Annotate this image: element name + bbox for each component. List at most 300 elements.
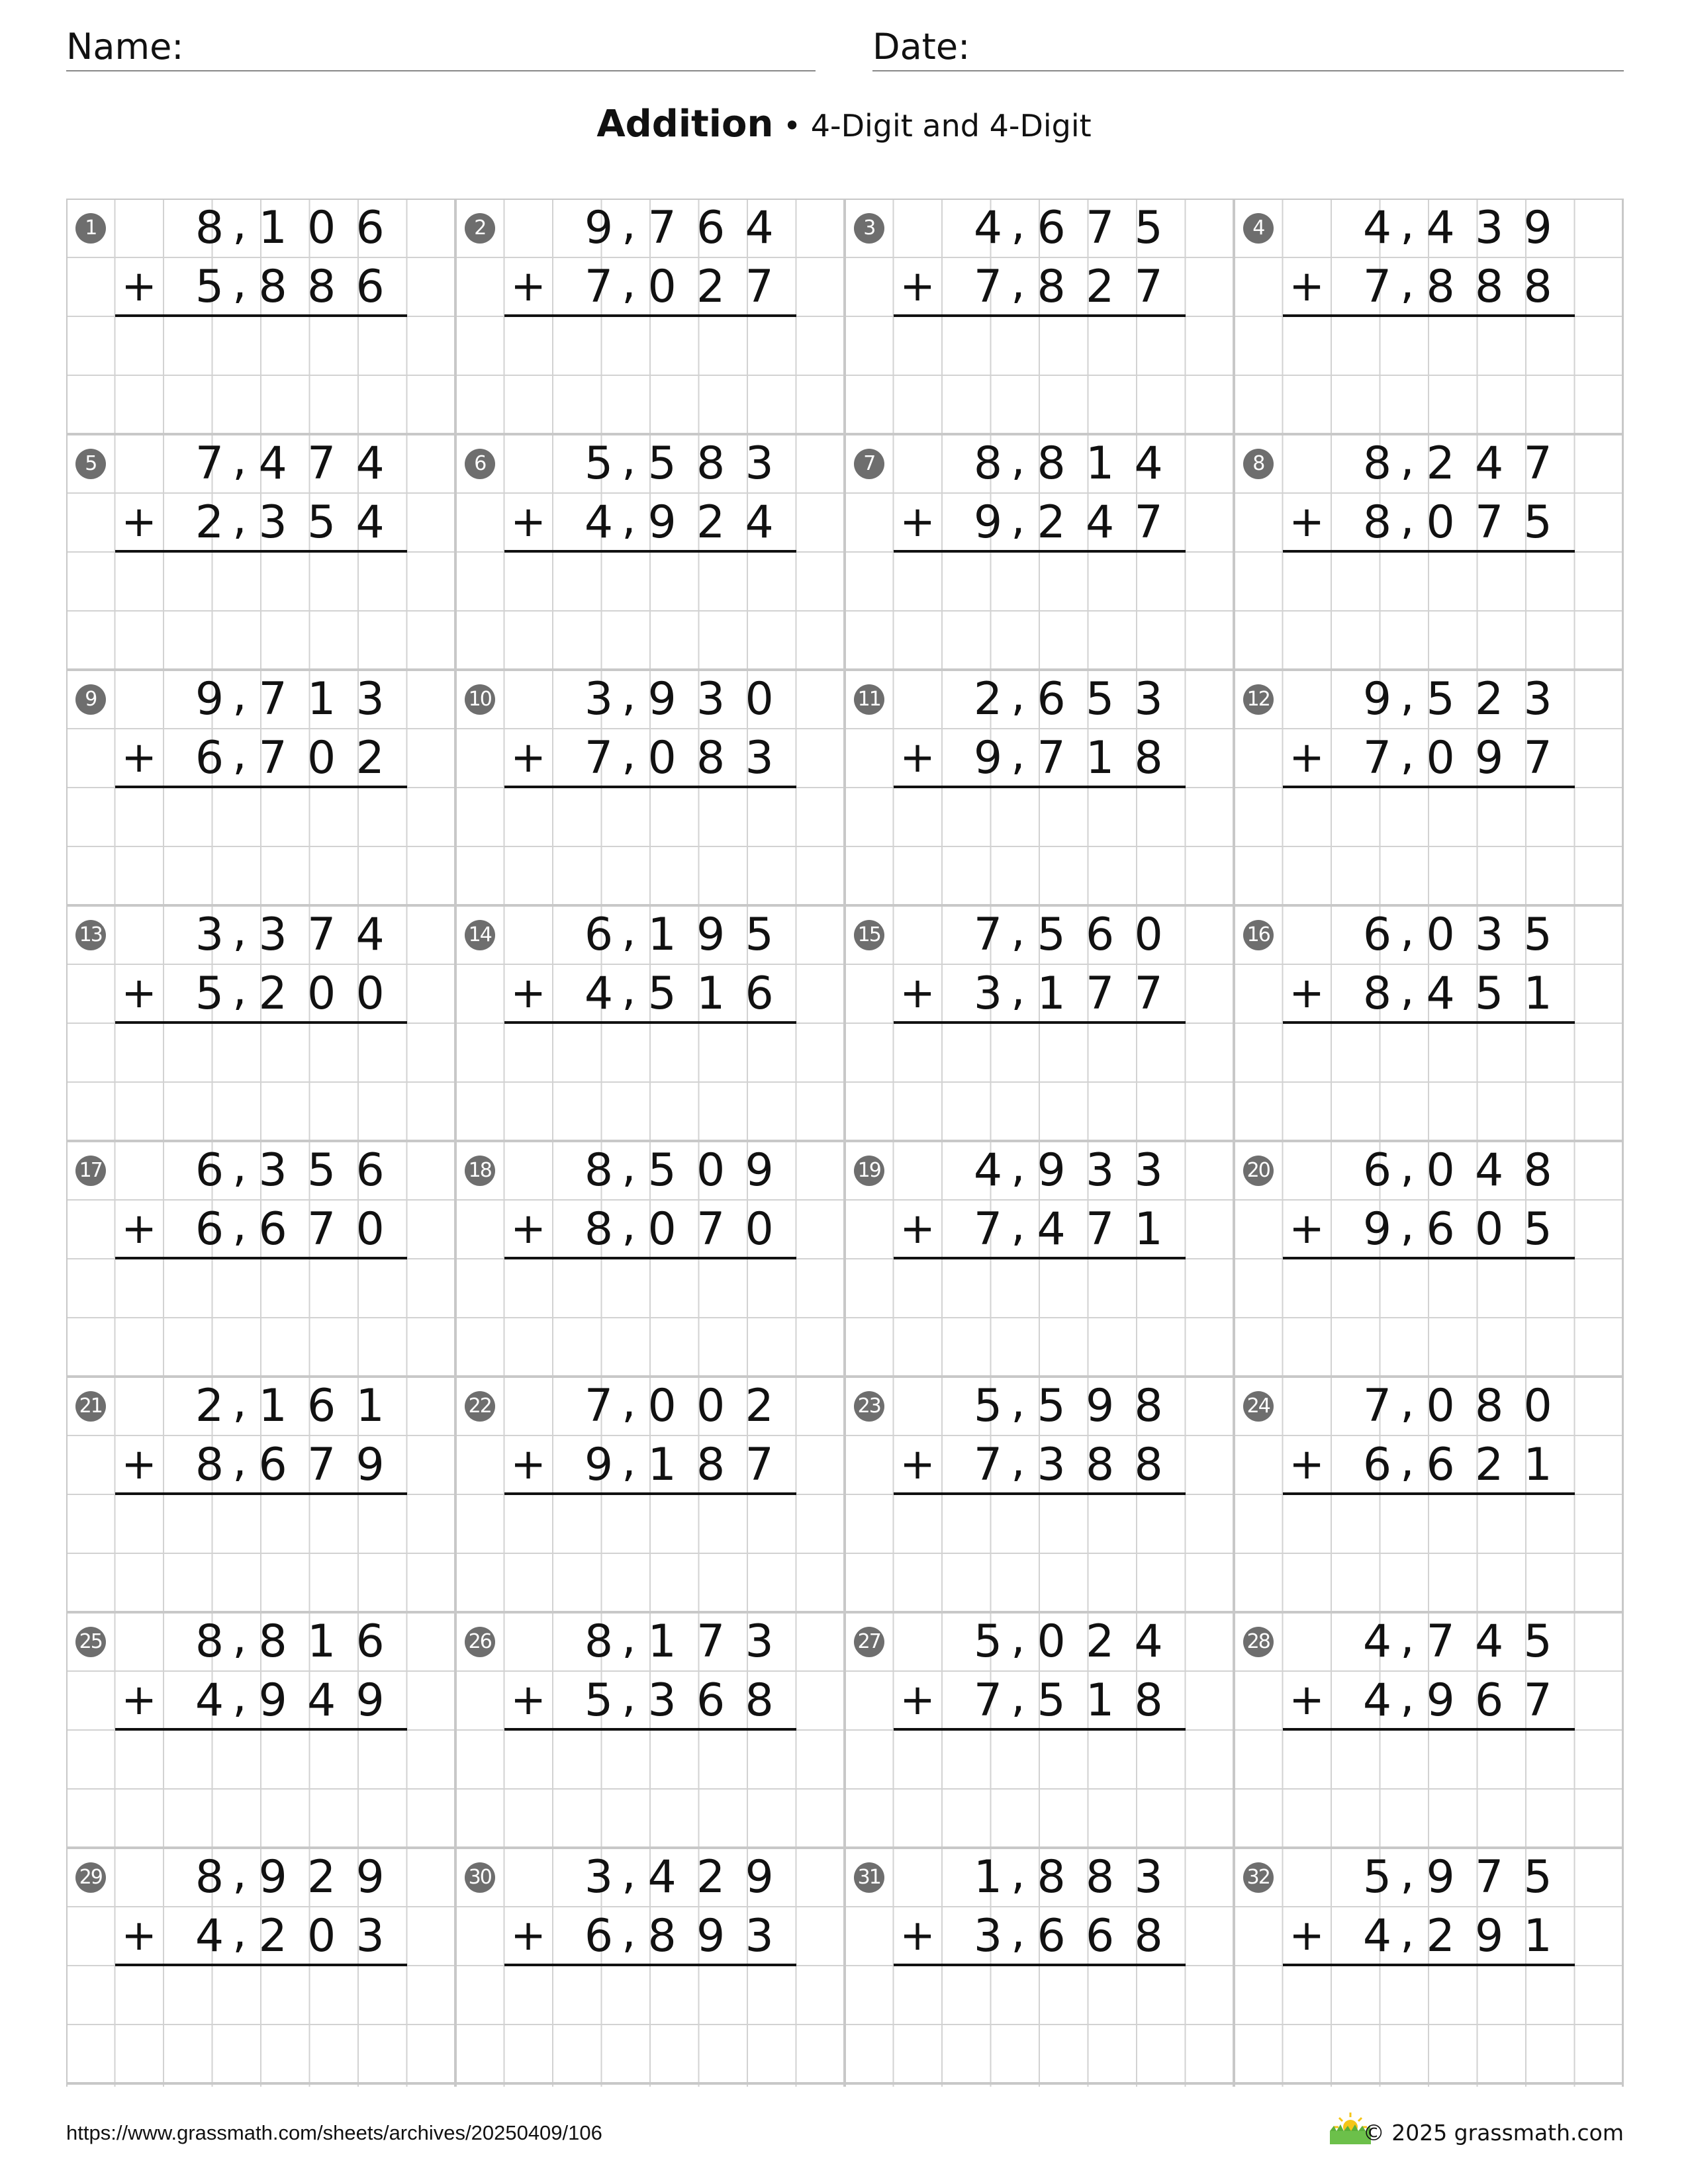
answer-area[interactable] <box>115 1259 407 1377</box>
addend-top-digit: 3 <box>258 909 287 961</box>
addend-top-digit: 3 <box>355 673 385 725</box>
addend-bottom-digit: 0 <box>1426 496 1455 549</box>
addend-top-digit: 5 <box>973 1380 1003 1432</box>
addend-top-comma: , <box>622 1376 636 1428</box>
addend-top-digit: 0 <box>306 202 336 254</box>
addend-top-digit: 0 <box>1134 909 1163 961</box>
addend-top-comma: , <box>1011 669 1025 721</box>
addend-top-digit: 9 <box>1362 673 1392 725</box>
addend-top-digit: 2 <box>973 673 1003 725</box>
answer-area[interactable] <box>894 1966 1186 2083</box>
plus-sign: + <box>1289 1205 1325 1253</box>
addend-bottom-digit: 6 <box>1426 1439 1455 1491</box>
problem-number-badge: 27 <box>854 1627 884 1657</box>
plus-sign: + <box>900 498 935 547</box>
problem-number-badge: 15 <box>854 920 884 950</box>
plus-sign: + <box>121 1440 157 1489</box>
addend-bottom-digit: 7 <box>1134 968 1163 1020</box>
addend-top-digit: 9 <box>745 1144 774 1197</box>
answer-area[interactable] <box>894 552 1186 670</box>
addend-top-digit: 9 <box>258 1851 287 1903</box>
addend-bottom-digit: 7 <box>584 732 614 784</box>
addend-top-comma: , <box>1400 905 1415 957</box>
plus-sign: + <box>1289 262 1325 311</box>
addend-bottom-comma: , <box>232 1670 247 1723</box>
plus-sign: + <box>900 262 935 311</box>
addend-top-comma: , <box>1011 1376 1025 1428</box>
addend-top-digit: 1 <box>306 673 336 725</box>
plus-sign: + <box>510 733 546 782</box>
addend-top-digit: 9 <box>745 1851 774 1903</box>
addend-top-comma: , <box>232 1847 247 1899</box>
addend-bottom-digit: 3 <box>1037 1439 1066 1491</box>
plus-sign: + <box>1289 969 1325 1018</box>
addend-bottom-digit: 8 <box>745 1674 774 1727</box>
addend-top-comma: , <box>622 198 636 250</box>
addend-bottom-comma: , <box>232 1435 247 1487</box>
addend-bottom-comma: , <box>1400 1906 1415 1958</box>
addend-bottom-comma: , <box>622 1670 636 1723</box>
addend-bottom-comma: , <box>1011 1670 1025 1723</box>
answer-area[interactable] <box>1283 1259 1575 1377</box>
addend-bottom-comma: , <box>1011 728 1025 780</box>
addend-bottom-digit: 8 <box>306 261 336 313</box>
addend-top-digit: 9 <box>647 673 677 725</box>
addend-bottom-digit: 4 <box>1362 1674 1392 1727</box>
addend-bottom-digit: 7 <box>973 1439 1003 1491</box>
addend-bottom-digit: 7 <box>745 1439 774 1491</box>
addend-bottom-digit: 7 <box>973 261 1003 313</box>
addend-bottom-digit: 9 <box>355 1439 385 1491</box>
plus-sign: + <box>1289 498 1325 547</box>
addend-bottom-digit: 0 <box>1474 1203 1504 1255</box>
answer-area[interactable] <box>894 788 1186 905</box>
addend-bottom-digit: 4 <box>1426 968 1455 1020</box>
problem-number-badge: 10 <box>465 684 495 715</box>
footer-url: https://www.grassmath.com/sheets/archives/20250409/106 <box>66 2121 602 2144</box>
addend-bottom-digit: 2 <box>355 732 385 784</box>
addend-top-comma: , <box>232 905 247 957</box>
addend-bottom-digit: 7 <box>306 1203 336 1255</box>
addend-bottom-digit: 5 <box>195 968 224 1020</box>
answer-area[interactable] <box>894 1259 1186 1377</box>
addend-bottom-digit: 9 <box>355 1674 385 1727</box>
addend-top-digit: 0 <box>647 1380 677 1432</box>
addend-top-digit: 2 <box>1474 673 1504 725</box>
addend-bottom-digit: 8 <box>1134 1910 1163 1962</box>
addend-top-digit: 7 <box>1362 1380 1392 1432</box>
addend-top-digit: 6 <box>355 1615 385 1668</box>
problem-number-badge: 9 <box>75 684 106 715</box>
addend-top-digit: 4 <box>647 1851 677 1903</box>
addend-top-digit: 2 <box>745 1380 774 1432</box>
addend-top-digit: 2 <box>195 1380 224 1432</box>
problem-number-badge: 3 <box>854 213 884 244</box>
addend-bottom-digit: 8 <box>1085 1439 1115 1491</box>
problem-number-badge: 29 <box>75 1862 106 1893</box>
plus-sign: + <box>1289 1911 1325 1960</box>
answer-area[interactable] <box>115 788 407 905</box>
addend-top-digit: 6 <box>1085 909 1115 961</box>
addend-top-digit: 3 <box>1085 1144 1115 1197</box>
addend-top-digit: 6 <box>195 1144 224 1197</box>
plus-sign: + <box>900 1676 935 1725</box>
addend-top-digit: 3 <box>258 1144 287 1197</box>
addend-bottom-digit: 8 <box>195 1439 224 1491</box>
plus-sign: + <box>1289 733 1325 782</box>
answer-area[interactable] <box>1283 1966 1575 2083</box>
addend-top-digit: 8 <box>195 1615 224 1668</box>
addend-bottom-digit: 1 <box>647 1439 677 1491</box>
answer-area[interactable] <box>504 1494 796 1612</box>
problem-number-badge: 6 <box>465 449 495 479</box>
plus-sign: + <box>510 262 546 311</box>
addend-bottom-comma: , <box>622 964 636 1016</box>
addend-top-digit: 1 <box>258 1380 287 1432</box>
addend-top-digit: 8 <box>696 437 726 490</box>
addend-bottom-digit: 6 <box>1474 1674 1504 1727</box>
answer-area[interactable] <box>504 1023 796 1141</box>
problem-number-badge: 25 <box>75 1627 106 1657</box>
name-field[interactable] <box>66 26 816 71</box>
addend-top-digit: 1 <box>647 909 677 961</box>
addend-bottom-digit: 6 <box>1085 1910 1115 1962</box>
addend-bottom-digit: 6 <box>258 1203 287 1255</box>
addend-top-comma: , <box>622 669 636 721</box>
addend-top-digit: 3 <box>745 1615 774 1668</box>
addend-bottom-digit: 8 <box>1037 261 1066 313</box>
addend-top-comma: , <box>1011 433 1025 486</box>
addend-top-digit: 4 <box>1134 437 1163 490</box>
answer-area[interactable] <box>504 552 796 670</box>
addend-top-comma: , <box>622 1612 636 1664</box>
addend-top-digit: 5 <box>1426 673 1455 725</box>
addend-bottom-digit: 1 <box>1523 1439 1552 1491</box>
plus-sign: + <box>121 1911 157 1960</box>
addend-top-digit: 1 <box>258 202 287 254</box>
addend-bottom-digit: 9 <box>973 496 1003 549</box>
addend-top-digit: 3 <box>1474 202 1504 254</box>
date-field[interactable] <box>872 26 1624 71</box>
addend-top-comma: , <box>622 1140 636 1193</box>
addend-top-digit: 3 <box>584 673 614 725</box>
addend-top-digit: 7 <box>647 202 677 254</box>
addend-bottom-comma: , <box>622 1435 636 1487</box>
addend-top-digit: 9 <box>696 909 726 961</box>
addend-top-comma: , <box>1400 1376 1415 1428</box>
addend-top-digit: 5 <box>1523 1851 1552 1903</box>
addend-bottom-digit: 2 <box>195 496 224 549</box>
addend-bottom-digit: 7 <box>1362 732 1392 784</box>
addend-bottom-digit: 7 <box>1037 732 1066 784</box>
addend-bottom-digit: 1 <box>1523 968 1552 1020</box>
plus-sign: + <box>510 969 546 1018</box>
addend-bottom-digit: 6 <box>258 1439 287 1491</box>
addend-bottom-digit: 0 <box>647 261 677 313</box>
addend-top-digit: 7 <box>306 437 336 490</box>
addend-bottom-digit: 7 <box>973 1203 1003 1255</box>
addend-top-digit: 3 <box>696 673 726 725</box>
addend-bottom-digit: 8 <box>1362 968 1392 1020</box>
addend-bottom-digit: 6 <box>1037 1910 1066 1962</box>
plus-sign: + <box>900 969 935 1018</box>
plus-sign: + <box>900 1440 935 1489</box>
addend-bottom-digit: 1 <box>1085 732 1115 784</box>
addend-top-digit: 9 <box>195 673 224 725</box>
addend-bottom-comma: , <box>1400 1199 1415 1251</box>
addend-bottom-digit: 8 <box>1426 261 1455 313</box>
answer-area[interactable] <box>894 1494 1186 1612</box>
answer-area[interactable] <box>894 1023 1186 1141</box>
addend-top-digit: 8 <box>1474 1380 1504 1432</box>
problem-number-badge: 8 <box>1243 449 1274 479</box>
addend-bottom-digit: 7 <box>973 1674 1003 1727</box>
addend-top-digit: 8 <box>973 437 1003 490</box>
addend-bottom-digit: 0 <box>306 968 336 1020</box>
answer-area[interactable] <box>115 316 407 434</box>
addend-bottom-comma: , <box>232 964 247 1016</box>
answer-area[interactable] <box>1283 1730 1575 1848</box>
plus-sign: + <box>121 969 157 1018</box>
problem-number-badge: 18 <box>465 1156 495 1186</box>
answer-area[interactable] <box>1283 1023 1575 1141</box>
addend-bottom-digit: 0 <box>355 1203 385 1255</box>
addend-bottom-digit: 4 <box>1362 1910 1392 1962</box>
answer-area[interactable] <box>504 316 796 434</box>
addend-bottom-digit: 6 <box>696 1674 726 1727</box>
addend-bottom-comma: , <box>622 728 636 780</box>
addend-top-digit: 0 <box>1426 1380 1455 1432</box>
addend-top-digit: 1 <box>973 1851 1003 1903</box>
plus-sign: + <box>510 498 546 547</box>
addend-top-digit: 6 <box>355 202 385 254</box>
addend-bottom-digit: 3 <box>745 732 774 784</box>
answer-area[interactable] <box>1283 1494 1575 1612</box>
answer-area[interactable] <box>115 1730 407 1848</box>
addend-top-comma: , <box>232 669 247 721</box>
addend-bottom-digit: 5 <box>195 261 224 313</box>
plus-sign: + <box>121 262 157 311</box>
addend-top-digit: 7 <box>1474 1851 1504 1903</box>
addend-top-digit: 6 <box>355 1144 385 1197</box>
addend-bottom-comma: , <box>1400 1435 1415 1487</box>
addend-bottom-comma: , <box>622 1906 636 1958</box>
answer-area[interactable] <box>1283 788 1575 905</box>
plus-sign: + <box>900 733 935 782</box>
addend-top-digit: 0 <box>1523 1380 1552 1432</box>
addend-bottom-digit: 8 <box>1134 732 1163 784</box>
addend-bottom-comma: , <box>1400 964 1415 1016</box>
addend-top-digit: 8 <box>1362 437 1392 490</box>
problem-number-badge: 14 <box>465 920 495 950</box>
addend-bottom-digit: 7 <box>1362 261 1392 313</box>
addend-bottom-digit: 9 <box>647 496 677 549</box>
addend-top-digit: 3 <box>1134 1144 1163 1197</box>
addend-top-comma: , <box>622 905 636 957</box>
addend-bottom-digit: 4 <box>355 496 385 549</box>
addend-top-digit: 5 <box>647 437 677 490</box>
problem-number-badge: 17 <box>75 1156 106 1186</box>
answer-area[interactable] <box>115 1494 407 1612</box>
answer-area[interactable] <box>894 316 1186 434</box>
addend-top-digit: 8 <box>1037 437 1066 490</box>
addend-top-digit: 6 <box>696 202 726 254</box>
plus-sign: + <box>510 1911 546 1960</box>
addend-bottom-digit: 8 <box>696 732 726 784</box>
addend-top-digit: 7 <box>195 437 224 490</box>
addend-bottom-digit: 5 <box>647 968 677 1020</box>
problem-grid <box>66 199 1624 2087</box>
addend-bottom-digit: 0 <box>647 732 677 784</box>
problem-number-badge: 31 <box>854 1862 884 1893</box>
addend-bottom-digit: 2 <box>696 496 726 549</box>
addend-top-digit: 9 <box>1085 1380 1115 1432</box>
addend-bottom-digit: 8 <box>647 1910 677 1962</box>
addend-bottom-digit: 3 <box>647 1674 677 1727</box>
problem-number-badge: 21 <box>75 1391 106 1422</box>
addend-bottom-digit: 3 <box>355 1910 385 1962</box>
addend-top-digit: 5 <box>306 1144 336 1197</box>
addend-top-digit: 8 <box>1523 1144 1552 1197</box>
addend-bottom-digit: 3 <box>258 496 287 549</box>
addend-bottom-digit: 3 <box>973 1910 1003 1962</box>
addend-bottom-digit: 9 <box>1474 1910 1504 1962</box>
addend-bottom-digit: 9 <box>973 732 1003 784</box>
addend-top-digit: 4 <box>355 437 385 490</box>
problem-number-badge: 19 <box>854 1156 884 1186</box>
addend-bottom-digit: 4 <box>584 496 614 549</box>
addend-bottom-digit: 4 <box>1085 496 1115 549</box>
plus-sign: + <box>900 1911 935 1960</box>
addend-bottom-digit: 8 <box>696 1439 726 1491</box>
addend-bottom-digit: 8 <box>584 1203 614 1255</box>
addend-top-digit: 4 <box>1426 202 1455 254</box>
addend-bottom-digit: 0 <box>355 968 385 1020</box>
plus-sign: + <box>510 1676 546 1725</box>
answer-area[interactable] <box>894 1730 1186 1848</box>
addend-bottom-comma: , <box>1011 257 1025 309</box>
addend-bottom-comma: , <box>1011 1199 1025 1251</box>
addend-top-digit: 9 <box>1037 1144 1066 1197</box>
addend-bottom-digit: 6 <box>1426 1203 1455 1255</box>
addend-bottom-digit: 0 <box>745 1203 774 1255</box>
addend-top-digit: 8 <box>1037 1851 1066 1903</box>
plus-sign: + <box>1289 1676 1325 1725</box>
addend-top-digit: 1 <box>355 1380 385 1432</box>
answer-area[interactable] <box>504 1259 796 1377</box>
problem-number-badge: 20 <box>1243 1156 1274 1186</box>
answer-area[interactable] <box>1283 316 1575 434</box>
name-label: Name: <box>66 26 184 68</box>
addend-top-digit: 7 <box>1426 1615 1455 1668</box>
addend-top-digit: 2 <box>1085 1615 1115 1668</box>
answer-area[interactable] <box>504 788 796 905</box>
addend-bottom-digit: 7 <box>1134 496 1163 549</box>
addend-top-digit: 4 <box>1474 1144 1504 1197</box>
addend-top-digit: 4 <box>1362 1615 1392 1668</box>
addend-bottom-digit: 9 <box>1474 732 1504 784</box>
addend-top-digit: 6 <box>1362 909 1392 961</box>
addend-top-digit: 4 <box>973 202 1003 254</box>
addend-top-comma: , <box>232 1140 247 1193</box>
answer-area[interactable] <box>115 552 407 670</box>
addend-bottom-digit: 5 <box>1523 496 1552 549</box>
problem-number-badge: 5 <box>75 449 106 479</box>
addend-top-digit: 7 <box>1085 202 1115 254</box>
addend-bottom-digit: 4 <box>584 968 614 1020</box>
addend-top-digit: 6 <box>1037 673 1066 725</box>
addend-bottom-digit: 4 <box>306 1674 336 1727</box>
addend-bottom-comma: , <box>1400 492 1415 545</box>
answer-area[interactable] <box>115 1966 407 2083</box>
addend-top-digit: 3 <box>1134 673 1163 725</box>
addend-top-digit: 9 <box>1426 1851 1455 1903</box>
addend-top-comma: , <box>1400 433 1415 486</box>
answer-area[interactable] <box>115 1023 407 1141</box>
addend-top-digit: 1 <box>1085 437 1115 490</box>
addend-bottom-digit: 0 <box>306 732 336 784</box>
addend-top-digit: 4 <box>1474 437 1504 490</box>
addend-bottom-digit: 2 <box>1037 496 1066 549</box>
addend-bottom-digit: 0 <box>647 1203 677 1255</box>
addend-top-digit: 4 <box>745 202 774 254</box>
addend-top-digit: 3 <box>1523 673 1552 725</box>
addend-bottom-digit: 1 <box>1523 1910 1552 1962</box>
addend-top-digit: 1 <box>306 1615 336 1668</box>
addend-bottom-comma: , <box>1400 1670 1415 1723</box>
addend-top-digit: 3 <box>745 437 774 490</box>
addend-top-digit: 5 <box>745 909 774 961</box>
addend-top-digit: 8 <box>584 1144 614 1197</box>
addend-top-digit: 4 <box>1362 202 1392 254</box>
addend-bottom-digit: 8 <box>1474 261 1504 313</box>
answer-area[interactable] <box>504 1966 796 2083</box>
addend-top-digit: 4 <box>355 909 385 961</box>
problem-number-badge: 4 <box>1243 213 1274 244</box>
problem-number-badge: 30 <box>465 1862 495 1893</box>
addend-top-digit: 4 <box>258 437 287 490</box>
addend-top-digit: 6 <box>1037 202 1066 254</box>
plus-sign: + <box>121 498 157 547</box>
addend-bottom-digit: 4 <box>195 1674 224 1727</box>
plus-sign: + <box>121 1676 157 1725</box>
answer-area[interactable] <box>1283 552 1575 670</box>
answer-area[interactable] <box>504 1730 796 1848</box>
addend-bottom-comma: , <box>1011 1435 1025 1487</box>
addend-top-digit: 7 <box>584 1380 614 1432</box>
date-label: Date: <box>872 26 970 68</box>
addend-top-digit: 0 <box>1426 909 1455 961</box>
problem-number-badge: 1 <box>75 213 106 244</box>
addend-top-digit: 5 <box>1037 1380 1066 1432</box>
addend-top-digit: 5 <box>1134 202 1163 254</box>
addend-bottom-digit: 5 <box>1523 1203 1552 1255</box>
worksheet-title <box>0 103 1688 146</box>
plus-sign: + <box>510 1205 546 1253</box>
addend-bottom-digit: 7 <box>1085 1203 1115 1255</box>
addend-top-comma: , <box>232 1612 247 1664</box>
addend-top-digit: 0 <box>745 673 774 725</box>
addend-top-digit: 8 <box>584 1615 614 1668</box>
addend-top-comma: , <box>1400 198 1415 250</box>
addend-top-digit: 8 <box>258 1615 287 1668</box>
addend-top-digit: 6 <box>306 1380 336 1432</box>
addend-bottom-digit: 1 <box>696 968 726 1020</box>
addend-top-comma: , <box>1400 1612 1415 1664</box>
addend-bottom-digit: 5 <box>1037 1674 1066 1727</box>
addend-bottom-digit: 8 <box>1362 496 1392 549</box>
addend-top-digit: 9 <box>355 1851 385 1903</box>
